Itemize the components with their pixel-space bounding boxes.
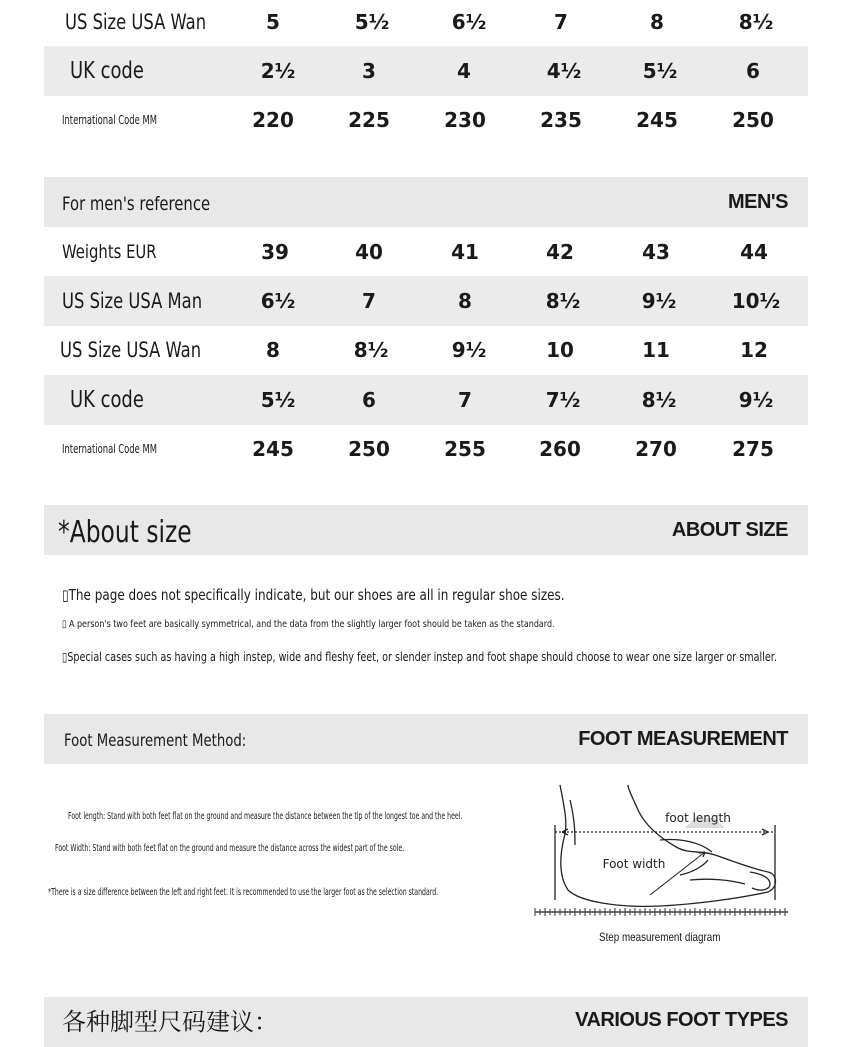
row-label: UK code — [70, 387, 144, 413]
size-cell: 8½ — [738, 10, 774, 34]
about-note: ▯ A person's two feet are basically symmetrical, and the data from the slightly larger foot should be taken as the standard. — [62, 619, 555, 630]
size-cell: 4½ — [546, 59, 582, 83]
size-cell: 8½ — [545, 289, 581, 313]
section-tag: VARIOUS FOOT TYPES — [575, 1009, 788, 1031]
size-cell: 44 — [740, 240, 768, 264]
size-cell: 230 — [444, 108, 486, 132]
size-cell: 270 — [635, 437, 677, 461]
women-row-us-wan — [44, 0, 808, 47]
size-difference-note: *There is a size difference between the left and right feet. It is recommended to use the larger foot as the selection standard. — [48, 887, 439, 898]
row-label: US Size USA Wan — [65, 10, 207, 34]
size-cell: 6½ — [260, 289, 296, 313]
foot-length-note: Foot length: Stand with both feet flat on the ground and measure the distance between the tip of the longest toe and the heel. — [68, 811, 463, 822]
size-cell: 2½ — [260, 59, 296, 83]
mens-row-us-man — [44, 276, 808, 326]
size-cell: 10½ — [731, 289, 781, 313]
size-cell: 8 — [266, 338, 280, 362]
size-cell: 220 — [252, 108, 294, 132]
mens-section-header — [44, 177, 808, 227]
size-cell: 3 — [362, 59, 376, 83]
women-row-mm — [44, 95, 808, 145]
size-cell: 250 — [732, 108, 774, 132]
row-label: UK code — [70, 58, 144, 84]
size-cell: 6 — [746, 59, 760, 83]
size-cell: 6 — [362, 388, 376, 412]
diagram-caption: Step measurement diagram — [599, 930, 721, 944]
size-cell: 245 — [252, 437, 294, 461]
section-tag: ABOUT SIZE — [671, 519, 788, 541]
about-section-header — [44, 505, 808, 555]
size-cell: 225 — [348, 108, 390, 132]
size-cell: 8½ — [353, 338, 389, 362]
foot-width-note: Foot Width: Stand with both feet flat on the ground and measure the distance across the widest part of the sole. — [55, 843, 405, 854]
size-cell: 7½ — [545, 388, 581, 412]
size-cell: 5½ — [354, 10, 390, 34]
about-note: ▯Special cases such as having a high instep, wide and fleshy feet, or slender instep and foot shape should choose to wear one size larger or smaller. — [62, 650, 777, 664]
size-cell: 42 — [546, 240, 574, 264]
foot-outline-icon — [530, 780, 795, 930]
measure-section-header — [44, 714, 808, 764]
about-note: ▯The page does not specifically indicate, but our shoes are all in regular shoe sizes. — [62, 586, 565, 604]
size-cell: 8 — [650, 10, 664, 34]
women-row-uk — [44, 46, 808, 96]
size-cell: 245 — [636, 108, 678, 132]
size-cell: 250 — [348, 437, 390, 461]
mens-row-mm — [44, 424, 808, 474]
size-cell: 5½ — [642, 59, 678, 83]
size-cell: 11 — [642, 338, 670, 362]
size-cell: 41 — [451, 240, 479, 264]
size-cell: 10 — [546, 338, 574, 362]
row-label: Weights EUR — [62, 241, 157, 263]
mens-row-us-wan — [44, 325, 808, 375]
row-label: International Code MM — [62, 113, 157, 127]
foot-types-section-header — [44, 997, 808, 1047]
section-title: Foot Measurement Method: — [64, 731, 247, 751]
mens-row-uk — [44, 375, 808, 425]
mens-row-eur — [44, 227, 808, 277]
size-cell: 235 — [540, 108, 582, 132]
section-title: 各种脚型尺码建议： — [62, 1008, 278, 1036]
section-title: For men's reference — [62, 193, 211, 215]
size-cell: 275 — [732, 437, 774, 461]
section-tag: FOOT MEASUREMENT — [578, 728, 788, 750]
size-cell: 8½ — [641, 388, 677, 412]
size-cell: 9½ — [451, 338, 487, 362]
size-cell: 7 — [458, 388, 472, 412]
section-title: *About size — [58, 515, 192, 550]
size-cell: 12 — [740, 338, 768, 362]
size-cell: 4 — [457, 59, 471, 83]
size-cell: 9½ — [641, 289, 677, 313]
foot-width-label: Foot width — [602, 857, 666, 871]
size-cell: 5½ — [260, 388, 296, 412]
size-cell: 8 — [458, 289, 472, 313]
size-cell: 260 — [539, 437, 581, 461]
size-cell: 5 — [266, 10, 280, 34]
size-cell: 6½ — [451, 10, 487, 34]
size-cell: 7 — [362, 289, 376, 313]
size-cell: 255 — [444, 437, 486, 461]
row-label: US Size USA Wan — [60, 338, 202, 362]
size-cell: 9½ — [738, 388, 774, 412]
row-label: US Size USA Man — [62, 289, 203, 313]
section-tag: MEN'S — [727, 191, 788, 213]
size-cell: 43 — [642, 240, 670, 264]
row-label: International Code MM — [62, 442, 157, 456]
size-cell: 7 — [554, 10, 568, 34]
size-cell: 39 — [261, 240, 289, 264]
foot-length-label: foot length — [665, 811, 731, 825]
size-cell: 40 — [355, 240, 383, 264]
